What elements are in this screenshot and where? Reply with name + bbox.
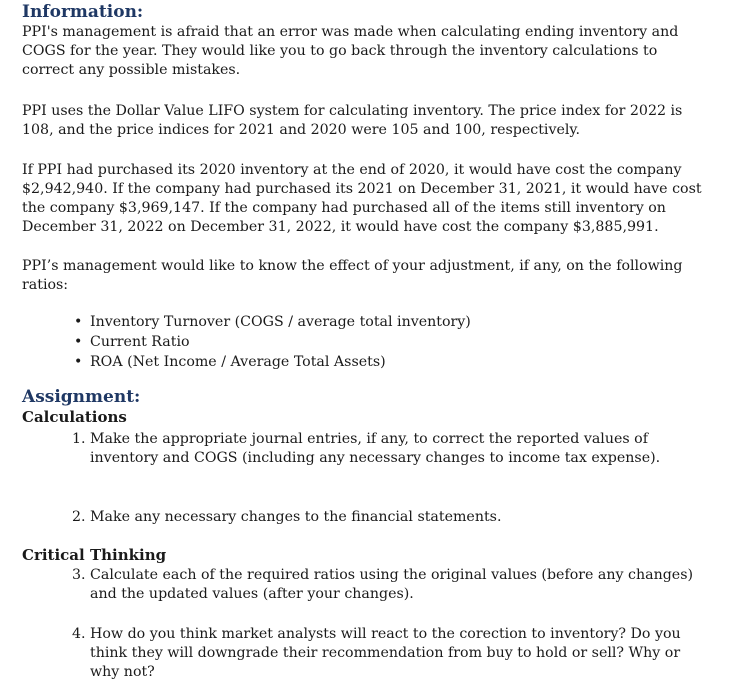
task-item bbox=[22, 566, 712, 604]
task-text: Make any necessary changes to the financial statements. bbox=[90, 509, 502, 525]
task-text: Calculate each of the required ratios using the original values (before any changes) and the updated values (after your changes). bbox=[90, 567, 694, 602]
task-item bbox=[22, 430, 712, 468]
bullet-icon: • bbox=[74, 354, 83, 370]
bullet-icon: • bbox=[74, 314, 83, 330]
assignment-heading: Assignment: bbox=[22, 387, 141, 407]
task-text: Make the appropriate journal entries, if any, to correct the reported values of inventory and COGS (including any necessary changes to income tax expense). bbox=[90, 431, 661, 466]
task-number: 4. bbox=[72, 626, 86, 642]
bullet-icon: • bbox=[74, 334, 83, 350]
list-item: • Current Ratio bbox=[74, 334, 190, 350]
task-number: 3. bbox=[72, 567, 86, 583]
list-item: • ROA (Net Income / Average Total Assets) bbox=[74, 354, 386, 370]
list-item: • Inventory Turnover (COGS / average total inventory) bbox=[74, 314, 471, 330]
task-item bbox=[22, 625, 712, 682]
information-heading: Information: bbox=[22, 2, 144, 22]
task-number: 1. bbox=[72, 431, 86, 447]
paragraph-dollar-value-lifo: PPI uses the Dollar Value LIFO system for calculating inventory. The price index for 2022 is 108, and the price indices for 2021 and 2020 were 105 and 100, respectively. bbox=[22, 103, 683, 138]
calculations-title: Calculations bbox=[22, 408, 127, 426]
paragraph-management-concern: PPI's management is afraid that an error was made when calculating ending inventory and COGS for the year. They would like you to go back through the inventory calculations to correct any possible mistakes. bbox=[22, 24, 679, 78]
task-item bbox=[22, 508, 712, 527]
task-text: How do you think market analysts will react to the corection to inventory? Do you think they will downgrade their recommendation from buy to hold or sell? Why or why not? bbox=[90, 626, 681, 680]
assignment-document bbox=[22, 0, 712, 682]
task-number: 2. bbox=[72, 509, 86, 525]
ratio-list bbox=[22, 312, 712, 372]
paragraph-purchase-costs: If PPI had purchased its 2020 inventory at the end of 2020, it would have cost the company $2,942,940. If the company had purchased its 2021 on December 31, 2021, it would have cost the company $3,969,147. If the company had purchased all of the items still inventory on December 31, 2022 on December 31, 2022, it would have cost the company $3,885,991. bbox=[22, 162, 702, 235]
critical-thinking-title: Critical Thinking bbox=[22, 546, 167, 564]
paragraph-ratios-intro: PPI’s management would like to know the effect of your adjustment, if any, on the following ratios: bbox=[22, 258, 683, 293]
